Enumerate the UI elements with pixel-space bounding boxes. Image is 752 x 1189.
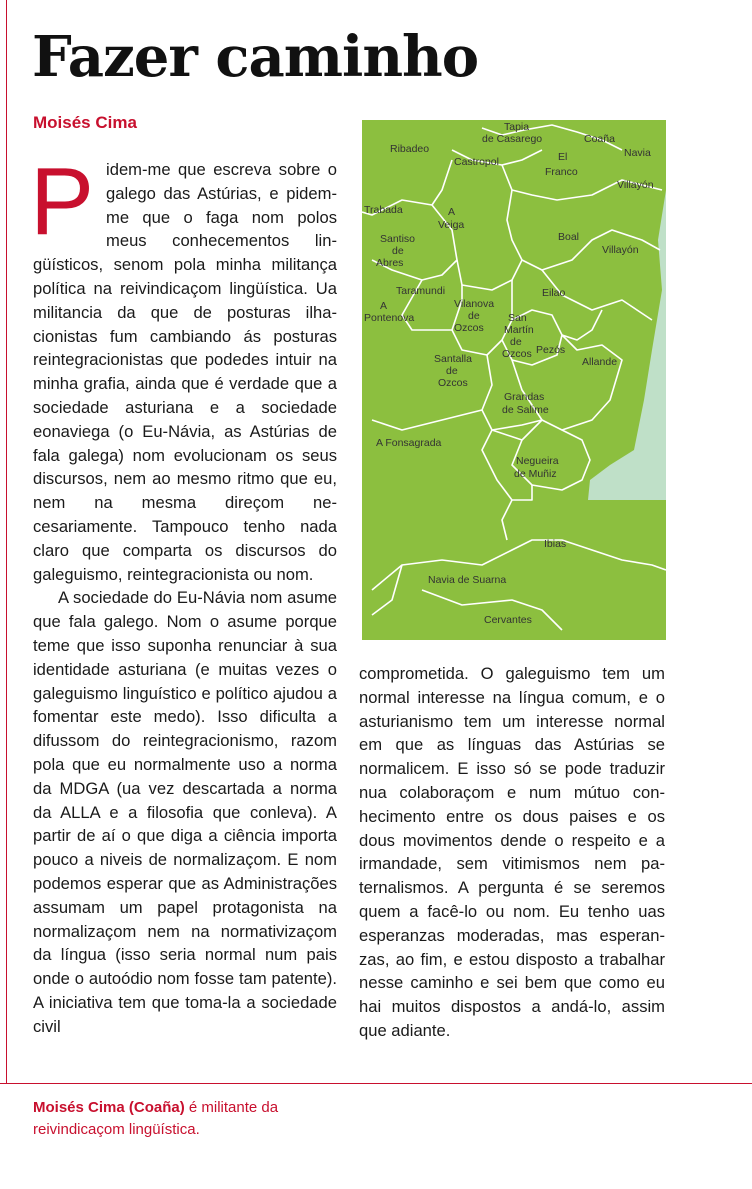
map-label: Negueira	[516, 455, 559, 467]
left-red-rule	[6, 0, 7, 1083]
bottom-red-rule	[0, 1083, 752, 1084]
column-left	[30, 148, 337, 1038]
map-label: Ozcos	[454, 322, 484, 334]
paragraph-1-text: idem-me que escreva sobre o galego das Astúrias, e pidemme que o faga nom polos meus conhecementos lingüísticos, senom pola minha militança política na reivindicaçom lingüística. Ua militancia da que de posturas ilhacionistas fum cambiando ás posturas reintegracionistas que podedes intuir na minha grafia, ainda que é verdade que a sociedade asturiana e a sociedade eonaviega (o Eu-Návia, as Astúrias de fala galega) nom evolucionam os seus discursos, nem ao mesmo ritmo que eu, nem na mesma direçom necesariamente. Tampouco tenho nada claro que comparta os discursos do galeguismo, reintegracionista ou nom.	[33, 160, 337, 584]
map-label: de	[468, 310, 480, 322]
map-label: Ribadeo	[390, 143, 430, 155]
author-bio	[33, 1097, 333, 1141]
map-label: Tapia	[504, 121, 530, 133]
map-label: Boal	[558, 231, 580, 243]
map-label: Grandas	[504, 391, 545, 403]
map-label: Franco	[545, 166, 578, 178]
author-bio-name: Moisés Cima (Coaña)	[33, 1099, 185, 1116]
map-label: A	[380, 300, 388, 312]
map-label: de Casarego	[482, 133, 543, 145]
map-label: Eilao	[542, 287, 566, 299]
map-land	[362, 120, 666, 640]
map-label: Villayón	[617, 179, 654, 191]
article-title: Fazer caminho	[32, 24, 479, 90]
map-label: Taramundi	[396, 285, 446, 297]
dropcap: P	[30, 148, 95, 255]
map-label: A Fonsagrada	[376, 437, 442, 449]
map-label: Santiso	[380, 233, 416, 245]
map-label: Vilanova	[454, 298, 495, 310]
map-label: Ozcos	[438, 377, 468, 389]
map-label: Abres	[376, 257, 404, 269]
map-label: Veiga	[438, 219, 465, 231]
map-label: Santalla	[434, 353, 472, 365]
map-label: de	[392, 245, 404, 257]
map-label: Castropol	[454, 156, 499, 168]
map-label: Ozcos	[502, 348, 532, 360]
map-label: Coaña	[584, 133, 615, 145]
article-author: Moisés Cima	[33, 113, 137, 132]
map-label: Allande	[582, 356, 618, 368]
map-label: Ibias	[544, 538, 567, 550]
paragraph-3: comprometida. O galeguismo tem um normal interesse na língua comum, e o asturianismo tem um interesse normal em que as línguas das Astúrias se normalicem. E isso só se pode traduzir nua colaboraçom e num mútuo conhecimento entre os dous paises e os dous movimentos dende o respeito e a irmandade, sem vitimismos nem paternalismos. A pergunta é se seremos quem a facê-lo ou nom. Eu tenho uas esperanzas moderadas, mas esperanzas, ao fim, e estou disposto a trabalhar nesse caminho e sei bem que como eu hai muitos dispostos a andá-lo, assim que adiante.	[359, 664, 665, 1040]
map-label: Trabada	[364, 204, 403, 216]
map-label: San	[508, 312, 527, 324]
author-bio-text: é militante da reivindicaçom lingüística.	[33, 1099, 279, 1138]
map-label: de	[510, 336, 522, 348]
map-label: Pezós	[536, 344, 566, 356]
paragraph-2: A sociedade do Eu-Návia nom asume que fala galego. Nom o asume porque teme que isso suponha renunciar à sua identidade asturiana (e muitas vezes o galeguismo linguístico e político ajudou a fomentar este medo). Isso dificulta a difussom do reintegracionismo, razom pola que eu normalmente uso a norma da MDGA (ua vez descartada a norma da ALLA e a filosofia que conleva). A partir de aí o que diga a ciência importa pouco a niveis de normalizaçom. E nom podemos esperar que as Administrações assumam um papel protagonista na normalizaçom nem na normativizaçom da língua (isso seria normal num pais onde o autoódio nom fosse tam patente). A iniciativa tem que toma-la a sociedade civil	[33, 588, 337, 1036]
map-label: El	[558, 151, 568, 163]
map-label: Navia de Suarna	[428, 574, 507, 586]
map-label: de Salime	[502, 404, 549, 416]
map-eu-navia	[362, 120, 666, 640]
map-label: de Muñiz	[514, 468, 557, 480]
paragraph-1	[30, 148, 337, 586]
column-right	[359, 662, 665, 1043]
map-label: Villayón	[602, 244, 639, 256]
map-label: Cervantes	[484, 614, 532, 626]
map-label: Martín	[504, 324, 534, 336]
map-label: A	[448, 206, 456, 218]
map-label: Navia	[624, 147, 651, 159]
map-label: Pontenova	[364, 312, 415, 324]
map-label: de	[446, 365, 458, 377]
